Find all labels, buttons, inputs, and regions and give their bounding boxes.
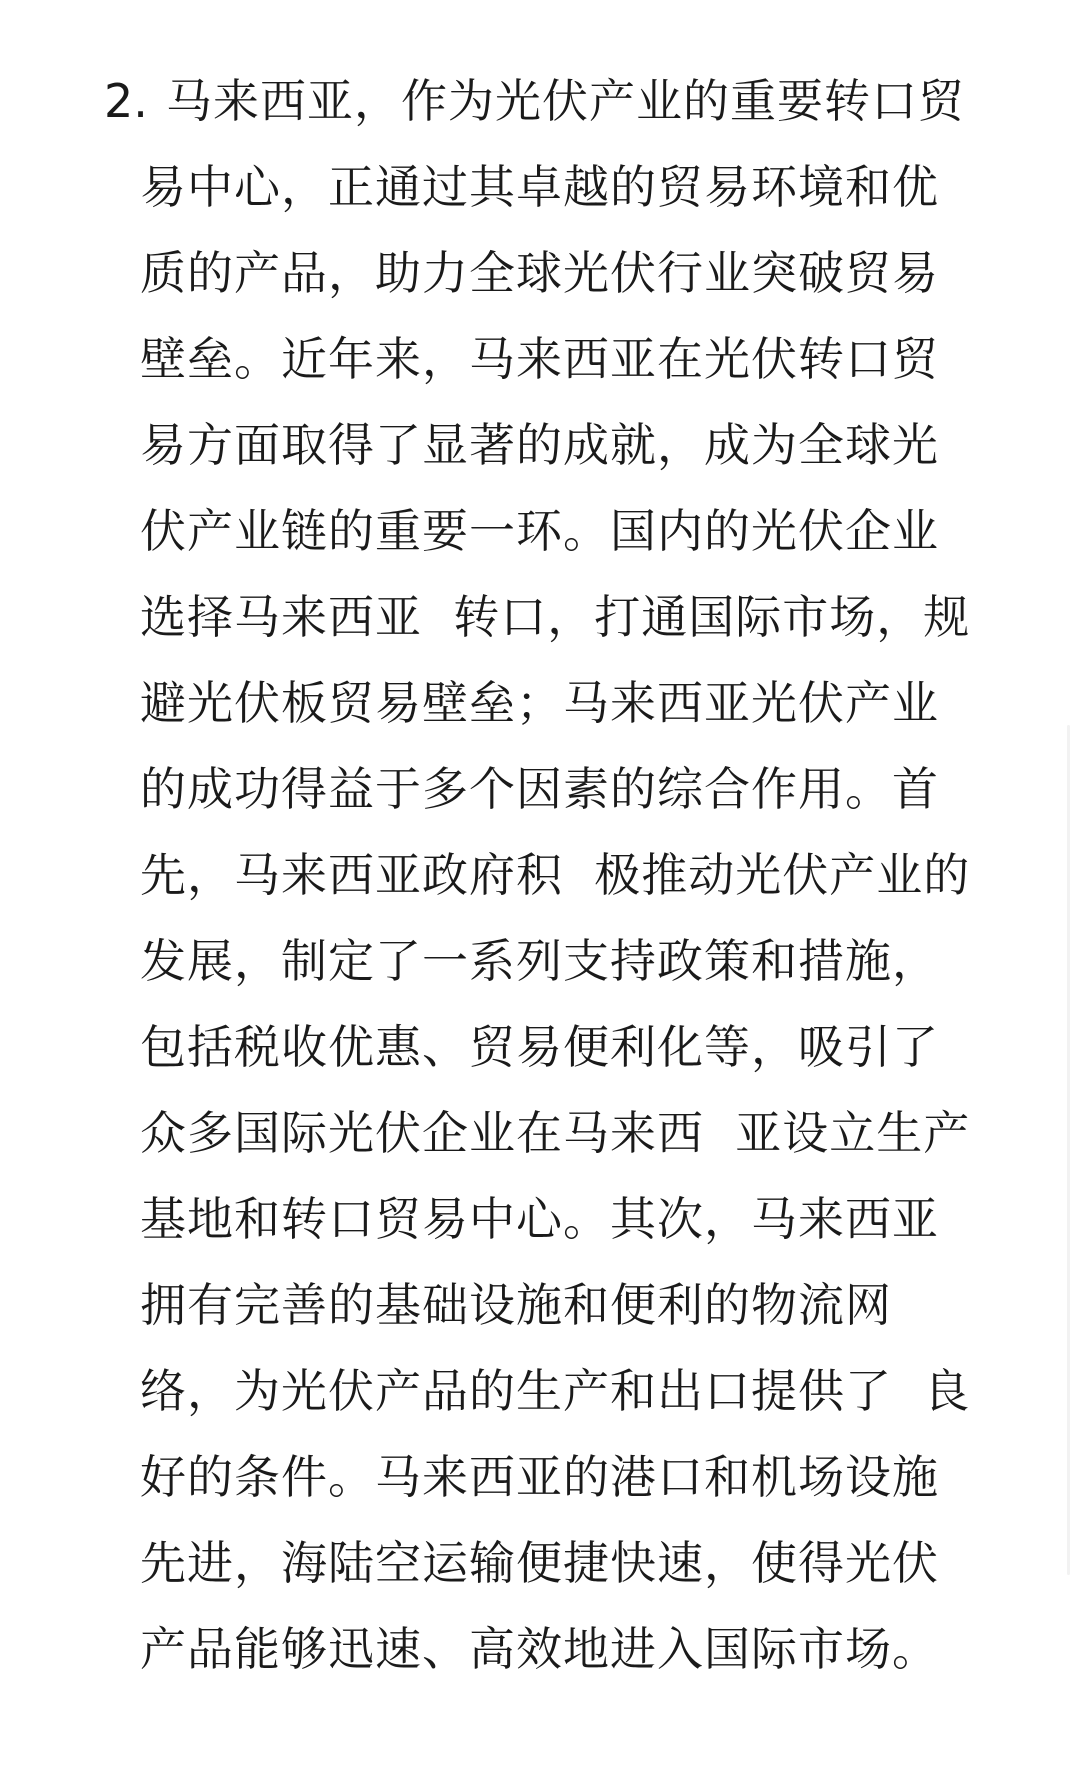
paragraph-line: 拥有完善的基础设施和便利的物流网 — [140, 1278, 892, 1332]
paragraph-line: 先进，海陆空运输便捷快速，使得光伏 — [140, 1536, 939, 1590]
paragraph-line: 好的条件。马来西亚的港口和机场设施 — [140, 1450, 939, 1504]
list-number: 2. — [104, 74, 148, 128]
paragraph-body — [140, 144, 1000, 1692]
paragraph-line: 包括税收优惠、贸易便利化等，吸引了 — [140, 1020, 939, 1074]
paragraph-line: 选择马来西亚 转口，打通国际市场，规 — [140, 590, 971, 644]
paragraph-line: 产品能够迅速、高效地进入国际市场。 — [140, 1622, 939, 1676]
scrollbar-track[interactable] — [1067, 725, 1070, 1575]
paragraph-line: 质的产品，助力全球光伏行业突破贸易 — [140, 246, 939, 300]
paragraph-line: 壁垒。近年来，马来西亚在光伏转口贸 — [140, 332, 939, 386]
paragraph-line: 众多国际光伏企业在马来西 亚设立生产 — [140, 1106, 971, 1160]
paragraph-line: 基地和转口贸易中心。其次，马来西亚 — [140, 1192, 939, 1246]
paragraph-line: 伏产业链的重要一环。国内的光伏企业 — [140, 504, 939, 558]
paragraph-line: 避光伏板贸易壁垒；马来西亚光伏产业 — [140, 676, 939, 730]
paragraph-line: 的成功得益于多个因素的综合作用。首 — [140, 762, 939, 816]
paragraph-line: 易方面取得了显著的成就，成为全球光 — [140, 418, 939, 472]
paragraph-line: 马来西亚，作为光伏产业的重要转口贸 — [166, 74, 965, 128]
paragraph-line: 先，马来西亚政府积 极推动光伏产业的 — [140, 848, 971, 902]
paragraph-line: 络，为光伏产品的生产和出口提供了 良 — [140, 1364, 971, 1418]
paragraph-line: 易中心，正通过其卓越的贸易环境和优 — [140, 160, 939, 214]
paragraph-line: 发展，制定了一系列支持政策和措施， — [140, 934, 939, 988]
